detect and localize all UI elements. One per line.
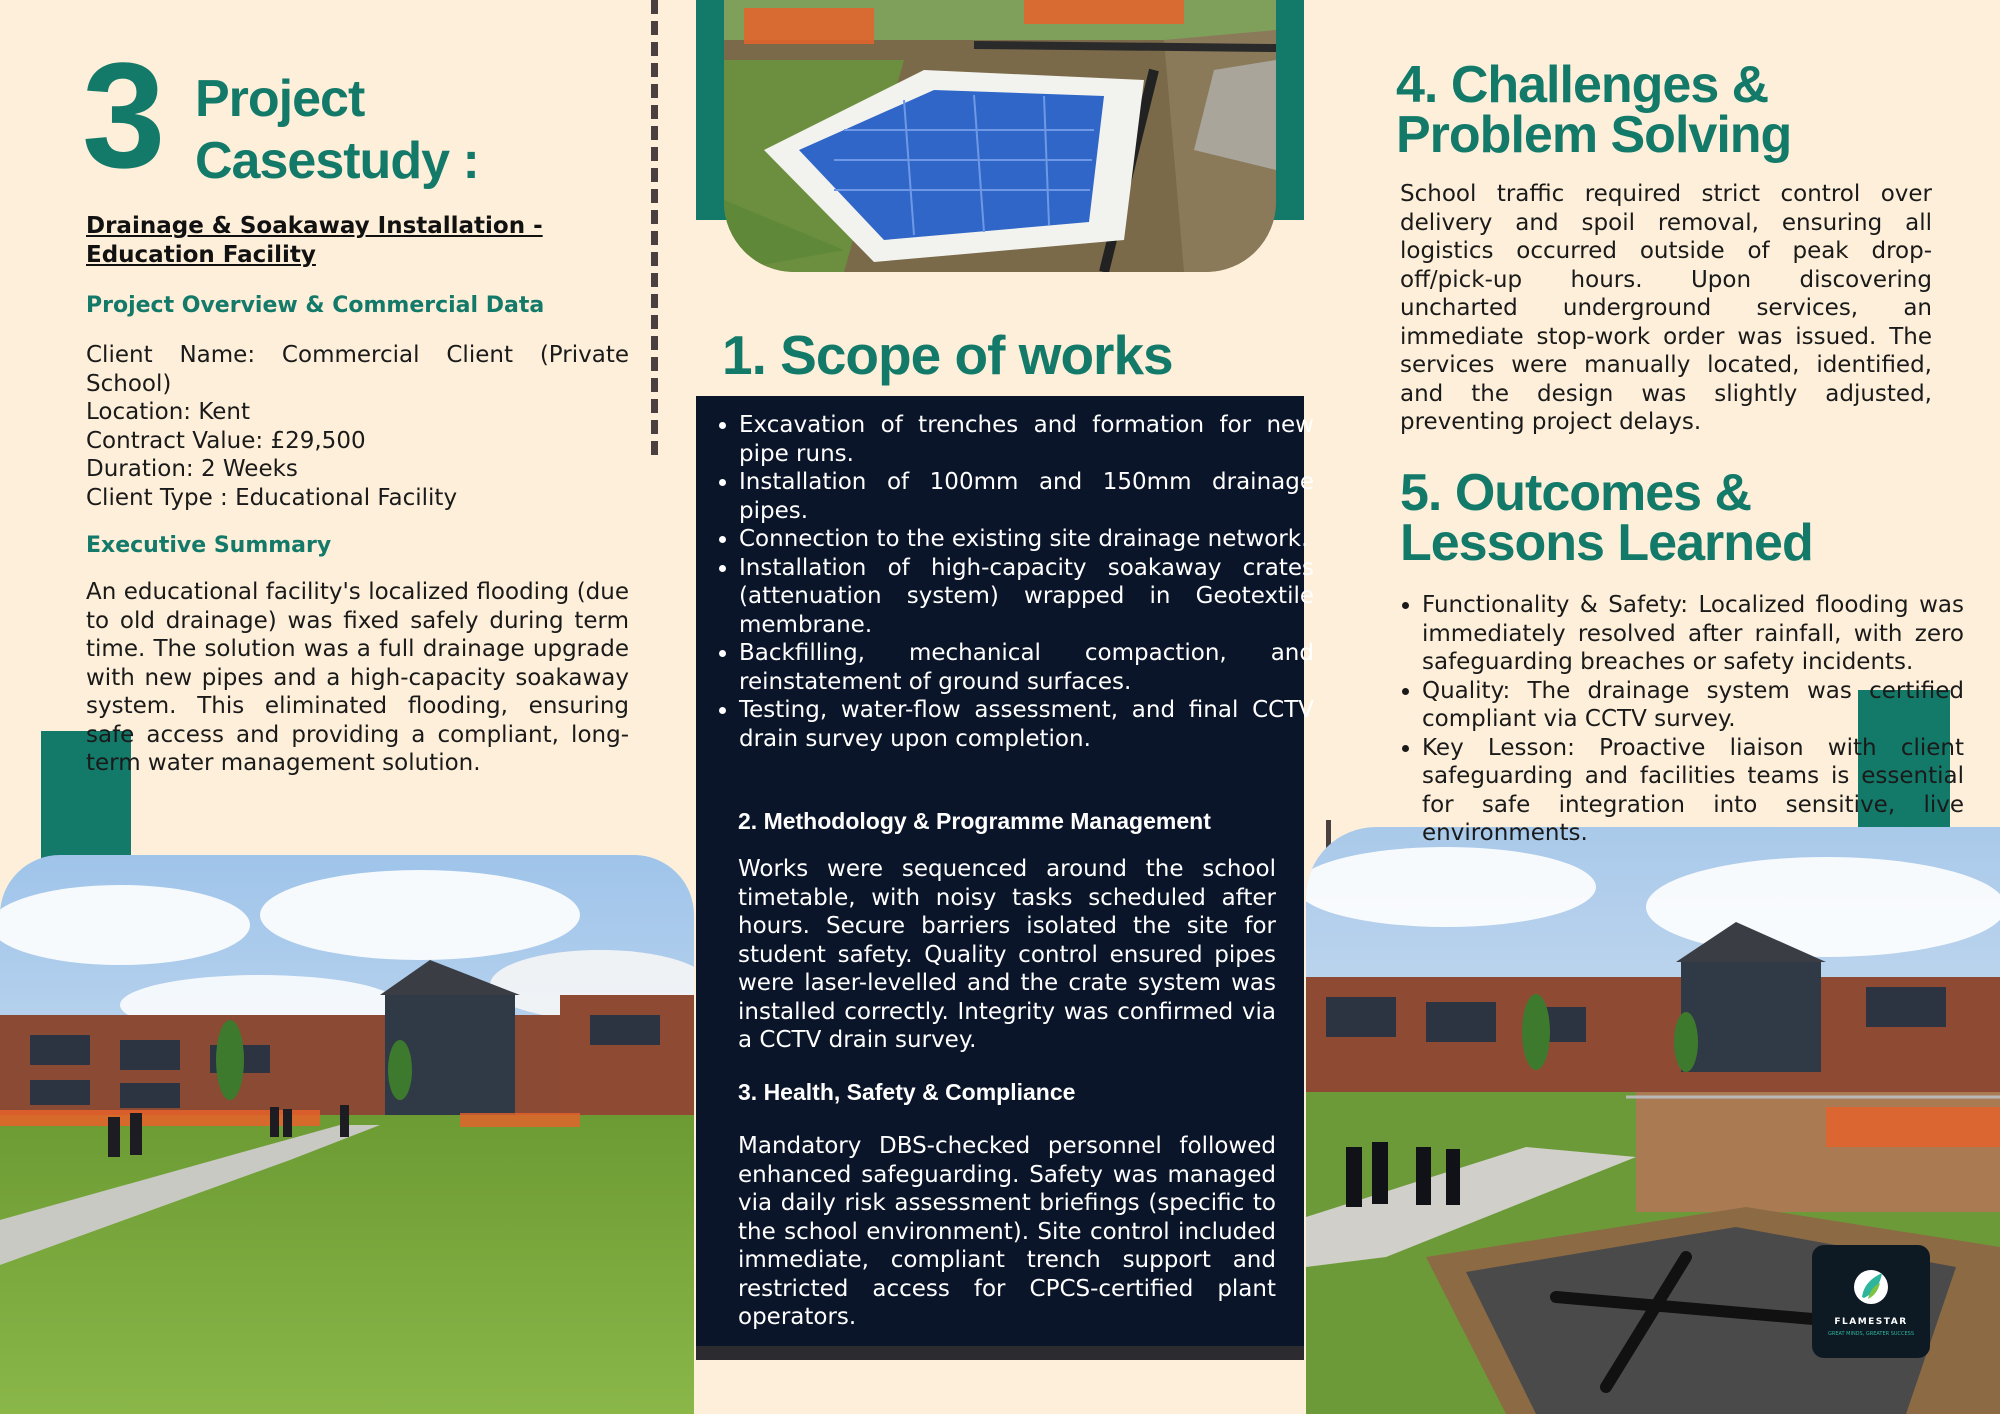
- health-safety-body: Mandatory DBS-checked personnel followed enhanced safeguarding. Safety was managed via daily risk assessment briefings (specific to the school environment). Site control included immediate, compliant trench support and restricted access for CPCS-certified plant operators.: [738, 1133, 1276, 1330]
- health-safety-heading: 3. Health, Safety & Compliance: [738, 1079, 1076, 1105]
- list-item: • Installation of 100mm and 150mm drainage pipes.: [739, 468, 1314, 525]
- flame-leaf-icon: [1852, 1265, 1890, 1309]
- list-item: • Connection to the existing site drainage network.: [739, 525, 1314, 554]
- list-item: • Functionality & Safety: Localized flooding was immediately resolved after rainfall, with zero safeguarding breaches or safety incidents.: [1422, 591, 1964, 677]
- outcomes-list: [1390, 591, 1964, 848]
- location: Location: Kent: [86, 399, 251, 425]
- list-item: • Testing, water-flow assessment, and final CCTV drain survey upon completion.: [739, 696, 1314, 753]
- school-campus-photo: [0, 855, 694, 1414]
- page-title-line-1: Project: [195, 70, 365, 128]
- list-item: • Backfilling, mechanical compaction, and reinstatement of ground surfaces.: [739, 639, 1314, 696]
- challenges-heading-line-1: 4. Challenges &: [1396, 56, 1769, 114]
- overview-data-list: [86, 341, 629, 512]
- overview-heading: Project Overview & Commercial Data: [86, 293, 545, 318]
- contract-value: Contract Value: £29,500: [86, 427, 366, 454]
- project-subtitle-line-2: Education Facility: [86, 242, 316, 268]
- methodology-heading: 2. Methodology & Programme Management: [738, 808, 1211, 834]
- scope-heading: 1. Scope of works: [722, 324, 1173, 386]
- duration: Duration: 2 Weeks: [86, 456, 298, 482]
- section-number: 3: [82, 31, 166, 199]
- soakaway-crates-photo: [724, 0, 1276, 272]
- logo-name: FLAMESTAR: [1834, 1317, 1908, 1327]
- challenges-heading-line-2: Problem Solving: [1396, 106, 1792, 164]
- challenges-heading: [1396, 56, 1936, 164]
- outcomes-heading: [1400, 464, 1940, 572]
- page-title: [195, 68, 615, 192]
- list-item: • Installation of high-capacity soakaway crates (attenuation system) wrapped in Geotextile membrane.: [739, 554, 1314, 640]
- page-title-line-2: Casestudy :: [195, 132, 479, 190]
- challenges-body: School traffic required strict control over delivery and spoil removal, ensuring all logistics occurred outside of peak drop-off/pick-up hours. Upon discovering uncharted underground services, an immediate stop-work order was issued. The services were manually located, identified, and the design was slightly adjusted, preventing project delays.: [1400, 181, 1932, 435]
- project-subtitle: [86, 212, 546, 270]
- executive-summary-heading: Executive Summary: [86, 533, 332, 558]
- dashed-divider: [651, 0, 658, 455]
- list-item: • Excavation of trenches and formation for new pipe runs.: [739, 411, 1314, 468]
- logo-tagline: GREAT MINDS, GREATER SUCCESS: [1827, 1331, 1915, 1337]
- client-type: Client Type : Educational Facility: [86, 484, 458, 511]
- scope-list: [700, 411, 1314, 753]
- list-item: • Key Lesson: Proactive liaison with client safeguarding and facilities teams is essential for safe integration into sensitive, live environments.: [1422, 734, 1964, 848]
- flamestar-logo: [1812, 1245, 1930, 1358]
- methodology-body: Works were sequenced around the school timetable, with noisy tasks scheduled after hours. Secure barriers isolated the site for student safety. Quality control ensured pipes were laser-levelled and the crate system was installed correctly. Integrity was confirmed via a CCTV drain survey.: [738, 856, 1276, 1053]
- list-item: • Quality: The drainage system was certified compliant via CCTV survey.: [1422, 677, 1964, 734]
- client-name: Client Name: Commercial Client (Private School): [86, 342, 629, 397]
- outcomes-heading-line-2: Lessons Learned: [1400, 514, 1813, 572]
- outcomes-heading-line-1: 5. Outcomes &: [1400, 464, 1752, 522]
- project-subtitle-line-1: Drainage & Soakaway Installation -: [86, 213, 543, 239]
- executive-summary-body: An educational facility's localized flooding (due to old drainage) was fixed safely during term time. The solution was a full drainage upgrade with new pipes and a high-capacity soakaway system. This eliminated flooding, ensuring safe access and providing a compliant, long-term water management solution.: [86, 579, 629, 776]
- panel-bottom-bar: [696, 1346, 1304, 1360]
